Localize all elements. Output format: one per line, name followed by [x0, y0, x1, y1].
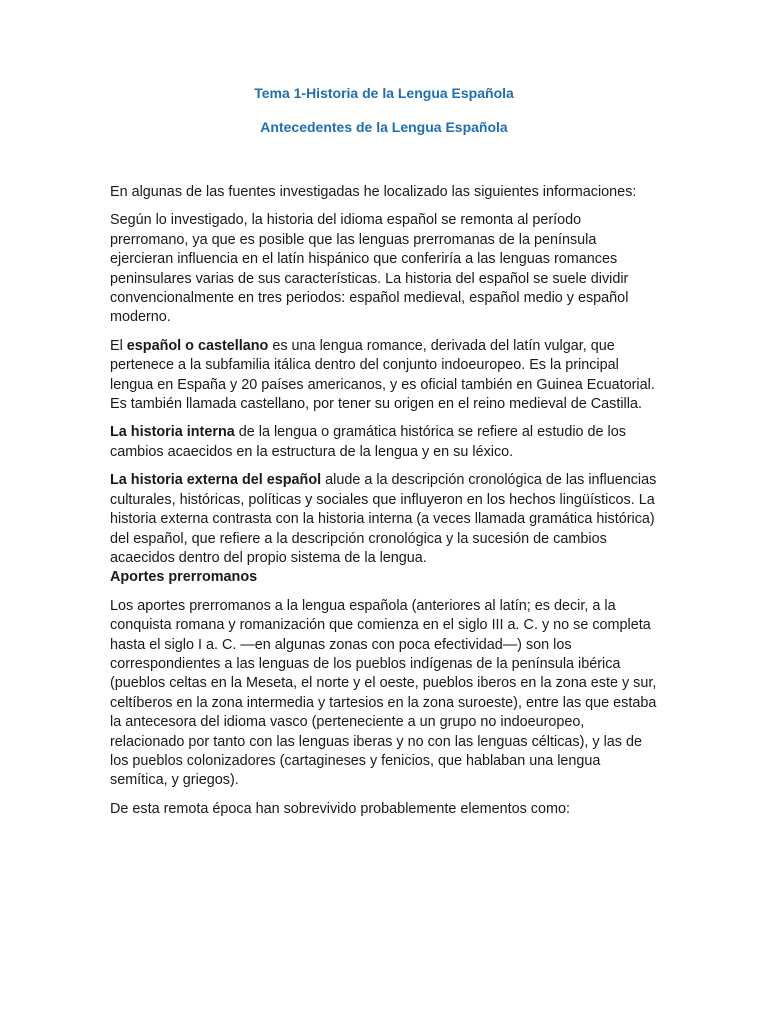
paragraph-aportes-prerromanos: Los aportes prerromanos a la lengua española (anteriores al latín; es decir, a la conquista romana y romanización que comienza en el siglo III a. C. y no se completa hasta el siglo I a. C. —en algunas zonas con poca efectividad—) son los correspondientes a las lenguas de los pueblos indígenas de la península ibérica (pueblos celtas en la Meseta, el norte y el oeste, pueblos iberos en la zona este y sur, celtíberos en la zona intermedia y tartesios en la zona suroeste), entre las que estaba la antecesora del idioma vasco (perteneciente a un grupo no indoeuropeo, relacionado por tanto con las lenguas iberas y no con las lenguas célticas), y las de los pueblos colonizadores (cartagineses y fenicios, que hablaban una lengua semítica, y griegos).	[110, 597, 657, 789]
paragraph-historia-interna	[110, 423, 658, 462]
paragraph-text: de la lengua o gramática histórica se refiere al estudio de los cambios acaecidos en la estructura de la lengua y en su léxico.	[110, 424, 626, 460]
bold-term-espanol-castellano: español o castellano	[126, 337, 269, 354]
section-heading-aportes-prerromanos: Aportes prerromanos	[110, 569, 258, 586]
paragraph-remota-epoca: De esta remota época han sobrevivido probablemente elementos como:	[110, 800, 570, 817]
bold-term-historia-externa: La historia externa del español	[110, 472, 322, 489]
paragraph-text: es una lengua romance, derivada del latín vulgar, que pertenece a la subfamilia itálica dentro del conjunto indoeuropeo. Es la principal lengua en España y 20 países americanos, y es oficial también en Guinea Ecuatorial. Es también llamada castellano, por tener su origen en el reino medieval de Castilla.	[110, 337, 655, 413]
paragraph-espanol-castellano	[110, 337, 658, 415]
paragraph-historia-idioma: Según lo investigado, la historia del idioma español se remonta al período prerromano, ya que es posible que las lenguas prerromanas de la península ejercieran influencia en el latín hispánico que conferiría a las lenguas romances peninsulares varias de sus características. La historia del español se suele dividir convencionalmente en tres periodos: español medieval, español medio y español moderno.	[110, 212, 629, 326]
document-subtitle: Antecedentes de la Lengua Española	[260, 119, 508, 135]
bold-term-historia-interna: La historia interna	[110, 424, 235, 441]
paragraph-historia-externa	[110, 471, 658, 568]
paragraph-prefix: El	[110, 337, 127, 354]
document-title: Tema 1-Historia de la Lengua Española	[254, 85, 514, 101]
paragraph-intro: En algunas de las fuentes investigadas he localizado las siguientes informaciones:	[110, 184, 637, 200]
paragraph-text: alude a la descripción cronológica de las influencias culturales, históricas, políticas y sociales que influyeron en los hechos lingüísticos. La historia externa contrasta con la historia interna (a veces llamada gramática histórica) del español, que refiere a la descripción cronológica y la sucesión de cambios acaecidos dentro del propio sistema de la lengua.	[110, 472, 657, 566]
